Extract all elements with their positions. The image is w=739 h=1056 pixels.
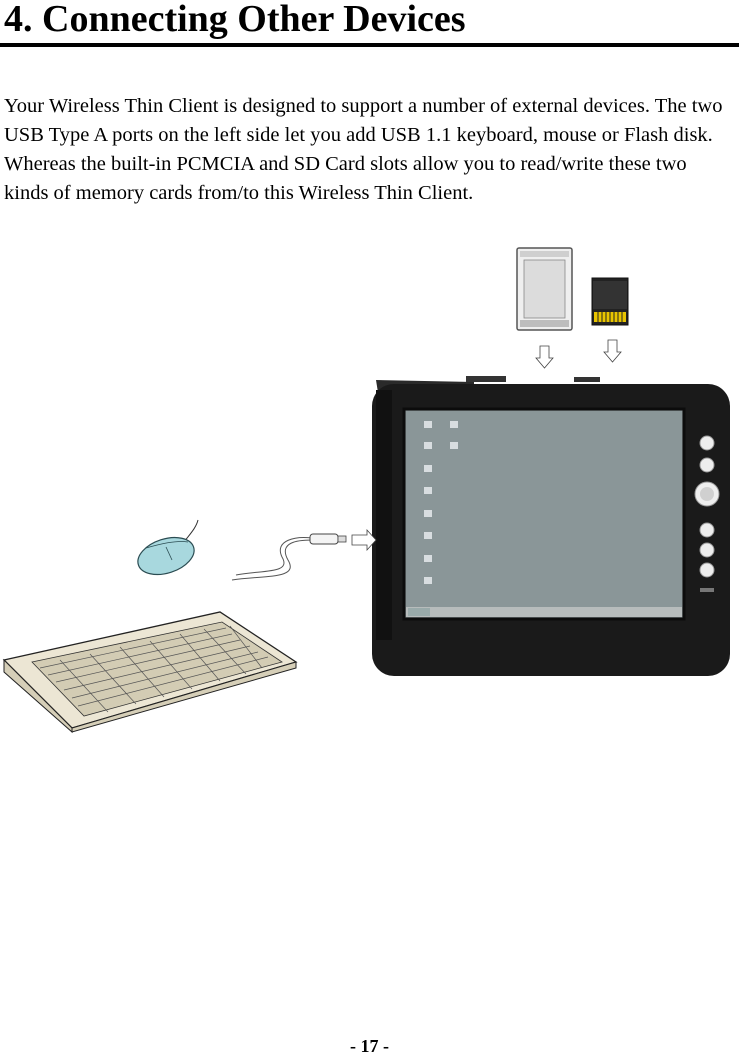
keyboard bbox=[4, 612, 296, 732]
sd-card bbox=[592, 278, 628, 325]
thin-client-tablet bbox=[372, 376, 730, 676]
heading-rule bbox=[0, 43, 739, 47]
pcmcia-insert-arrow-icon bbox=[536, 346, 553, 368]
page-heading: 4. Connecting Other Devices bbox=[4, 0, 466, 40]
sd-insert-arrow-icon bbox=[604, 340, 621, 362]
devices-illustration bbox=[0, 240, 739, 740]
usb-cable bbox=[232, 534, 346, 580]
pcmcia-card bbox=[517, 248, 572, 330]
page-number: - 17 - bbox=[350, 1036, 389, 1056]
mouse bbox=[133, 520, 199, 581]
intro-paragraph: Your Wireless Thin Client is designed to support a number of external devices. The two USB Type A ports on the left side let you add USB 1.1 keyboard, mouse or Flash disk. Whereas the built-in PCMCIA and SD Card slots allow you to read/write these two kinds of memory cards from/to this Wireless Thin Client. bbox=[4, 95, 723, 204]
